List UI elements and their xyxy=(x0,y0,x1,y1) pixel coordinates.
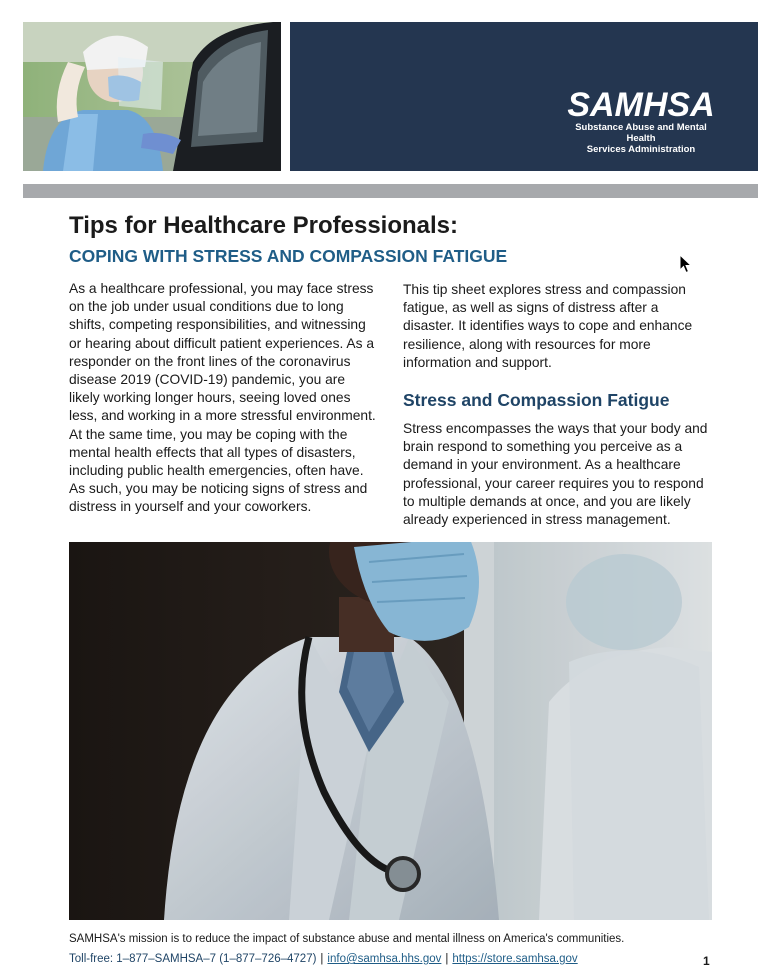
brand-banner xyxy=(290,22,758,171)
footer-tollfree: Toll-free: 1–877–SAMHSA–7 (1–877–726–4727) xyxy=(69,953,317,965)
footer-separator: | xyxy=(445,953,449,965)
intro-paragraph: As a healthcare professional, you may face stress on the job under usual conditions due to long shifts, competing responsibilities, and witnessing or hearing about difficult patient experiences. As a responder on the front lines of the coronavirus disease 2019 (COVID-19) pandemic, you are likely working longer hours, seeing loved ones less, and working in a more stressful environment. At the same time, you may be coping with the mental health effects that all types of disasters, including public health emergencies, often have. As such, you may be noticing signs of stress and distress in yourself and your coworkers. xyxy=(69,281,376,515)
footer-mission-statement: SAMHSA's mission is to reduce the impact of substance abuse and mental illness on America's communities. xyxy=(69,933,625,945)
samhsa-logo xyxy=(566,88,716,155)
tip-sheet-overview: This tip sheet explores stress and compassion fatigue, as well as signs of distress after a disaster. It identifies ways to cope and enhance resilience, along with resources for more information and support. xyxy=(403,282,693,370)
page-number: 1 xyxy=(703,954,710,968)
footer-email-link[interactable]: info@samhsa.hhs.gov xyxy=(327,953,442,965)
main-photo-doctor xyxy=(69,542,712,920)
stress-definition-paragraph: Stress encompasses the ways that your body and brain respond to something you perceive as a demand in your environment. As a healthcare professional, your career requires you to respond to multiple demands at once, and you are likely already experienced in stress management. xyxy=(403,421,708,528)
logo-subtitle-line1: Substance Abuse and Mental Health xyxy=(575,122,707,144)
mouse-pointer-icon xyxy=(679,254,693,274)
logo-subtitle-line2: Services Administration xyxy=(586,144,696,155)
footer-contact-line xyxy=(69,953,578,965)
page-subtitle: COPING WITH STRESS AND COMPASSION FATIGUE xyxy=(69,246,508,266)
section-heading-stress: Stress and Compassion Fatigue xyxy=(403,390,670,411)
header-photo-ppe-worker xyxy=(23,22,281,171)
footer-separator: | xyxy=(320,953,324,965)
logo-wordmark: SAMHSA xyxy=(567,86,715,124)
left-column xyxy=(69,280,379,517)
header-divider-bar xyxy=(23,184,758,198)
page-title: Tips for Healthcare Professionals: xyxy=(69,212,459,239)
right-column xyxy=(403,281,713,529)
footer-store-link[interactable]: https://store.samhsa.gov xyxy=(452,953,578,965)
